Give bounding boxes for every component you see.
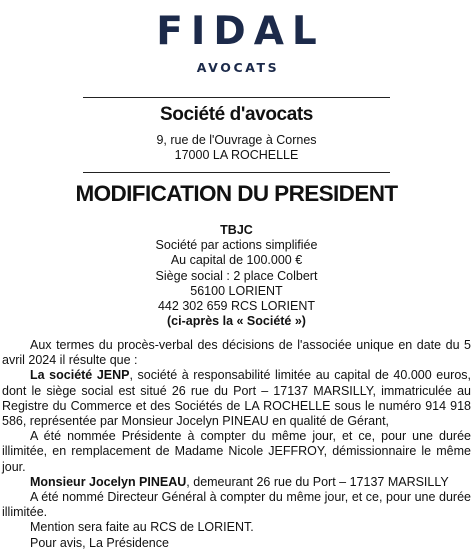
company-seat-line1: Siège social : 2 place Colbert <box>155 268 318 283</box>
firm-address <box>0 133 473 162</box>
company-seat-line2: 56100 LORIENT <box>190 283 283 298</box>
rcs-mention-paragraph: Mention sera faite au RCS de LORIENT. <box>30 520 254 535</box>
top-divider <box>83 97 390 98</box>
dg-appointment-paragraph: A été nommé Directeur Général à compter du même jour, et ce, pour une durée illimitée. <box>2 490 471 520</box>
jenp-details: , société à responsabilité limitée au capital de 40.000 euros, dont le siège social est situé 26 rue du Port – 17137 MARSILLY, immatriculée au Registre du Commerce et des Sociétés de LA ROCHELLE sous le numéro 914 918 586, représentée par Monsieur Jocelyn PINEAU en qualité de Gérant, <box>2 368 471 429</box>
president-appointment-paragraph: A été nommée Présidente à compter du même jour, et ce, pour une durée illimitée, en remplacement de Madame Nicole JEFFROY, démissionnaire le même jour. <box>2 429 471 474</box>
jenp-name: La société JENP <box>30 368 130 383</box>
notice-body <box>2 338 471 551</box>
company-details <box>0 223 473 329</box>
company-capital: Au capital de 100.000 € <box>170 253 303 268</box>
middle-divider <box>83 172 390 173</box>
intro-paragraph: Aux termes du procès-verbal des décisions de l'associée unique en date du 5 avril 2024 il résulte que : <box>2 338 471 368</box>
signature-paragraph: Pour avis, La Présidence <box>30 535 169 550</box>
firm-address-line2: 17000 LA ROCHELLE <box>174 147 299 162</box>
firm-address-line1: 9, rue de l'Ouvrage à Cornes <box>156 133 317 147</box>
company-alias: (ci-après la « Société ») <box>167 314 306 329</box>
announcement-title: MODIFICATION DU PRESIDENT <box>75 181 398 206</box>
logo-wordmark: FIDAL <box>156 9 325 54</box>
pineau-name: Monsieur Jocelyn PINEAU <box>30 474 187 489</box>
logo-subtitle: AVOCATS <box>196 60 280 75</box>
pineau-address: , demeurant 26 rue du Port – 17137 MARSILLY <box>186 474 449 489</box>
fidal-logo <box>0 10 473 77</box>
jenp-paragraph <box>2 368 471 429</box>
firm-type: Société d'avocats <box>160 104 313 125</box>
company-form: Société par actions simplifiée <box>155 238 318 253</box>
company-name: TBJC <box>220 223 253 237</box>
pineau-paragraph <box>2 475 471 490</box>
company-rcs: 442 302 659 RCS LORIENT <box>157 299 316 314</box>
